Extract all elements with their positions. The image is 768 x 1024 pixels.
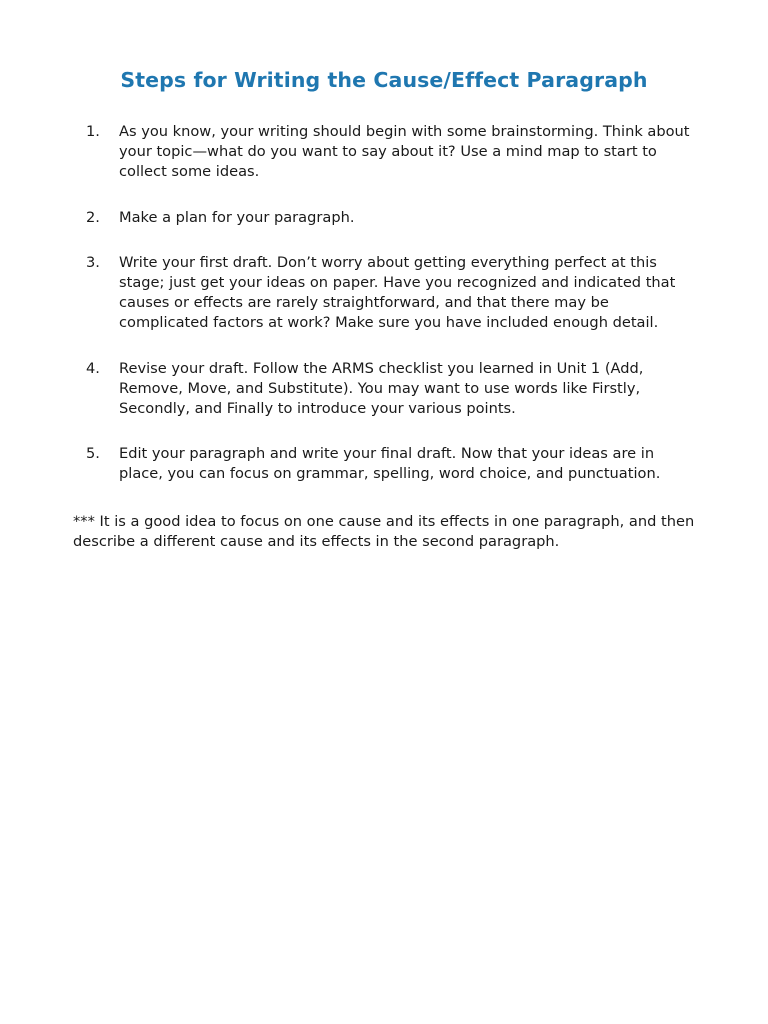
step-text: Edit your paragraph and write your final draft. Now that your ideas are in place, you can focus on grammar, spelling, word choice, and punctuation. xyxy=(119,445,661,483)
list-item xyxy=(0,208,768,228)
step-number: 2. xyxy=(86,208,100,226)
closing-note: *** It is a good idea to focus on one cause and its effects in one paragraph, and then describe a different cause and its effects in the second paragraph. xyxy=(73,513,695,551)
step-number: 1. xyxy=(86,123,100,140)
steps-list xyxy=(0,122,768,510)
step-text: Write your first draft. Don’t worry about getting everything perfect at this stage; just get your ideas on paper. Have you recognized and indicated that causes or effects are rarely straightforward, and that there may be complicated factors at work? Make sure you have included enough detail. xyxy=(119,253,676,332)
list-item xyxy=(0,359,768,420)
list-item xyxy=(0,444,768,484)
step-text: As you know, your writing should begin with some brainstorming. Think about your topic—what do you want to say about it? Use a mind map to start to collect some ideas. xyxy=(119,123,690,181)
list-item xyxy=(0,122,768,183)
list-item xyxy=(0,253,768,334)
step-number: 3. xyxy=(86,253,100,271)
step-number: 5. xyxy=(86,445,100,463)
step-text: Make a plan for your paragraph. xyxy=(119,208,355,226)
step-number: 4. xyxy=(86,359,100,377)
step-text: Revise your draft. Follow the ARMS checklist you learned in Unit 1 (Add, Remove, Move, and Substitute). You may want to use words like Firstly, Secondly, and Finally to introduce your various points. xyxy=(119,359,644,418)
page-title: Steps for Writing the Cause/Effect Paragraph xyxy=(120,68,648,92)
